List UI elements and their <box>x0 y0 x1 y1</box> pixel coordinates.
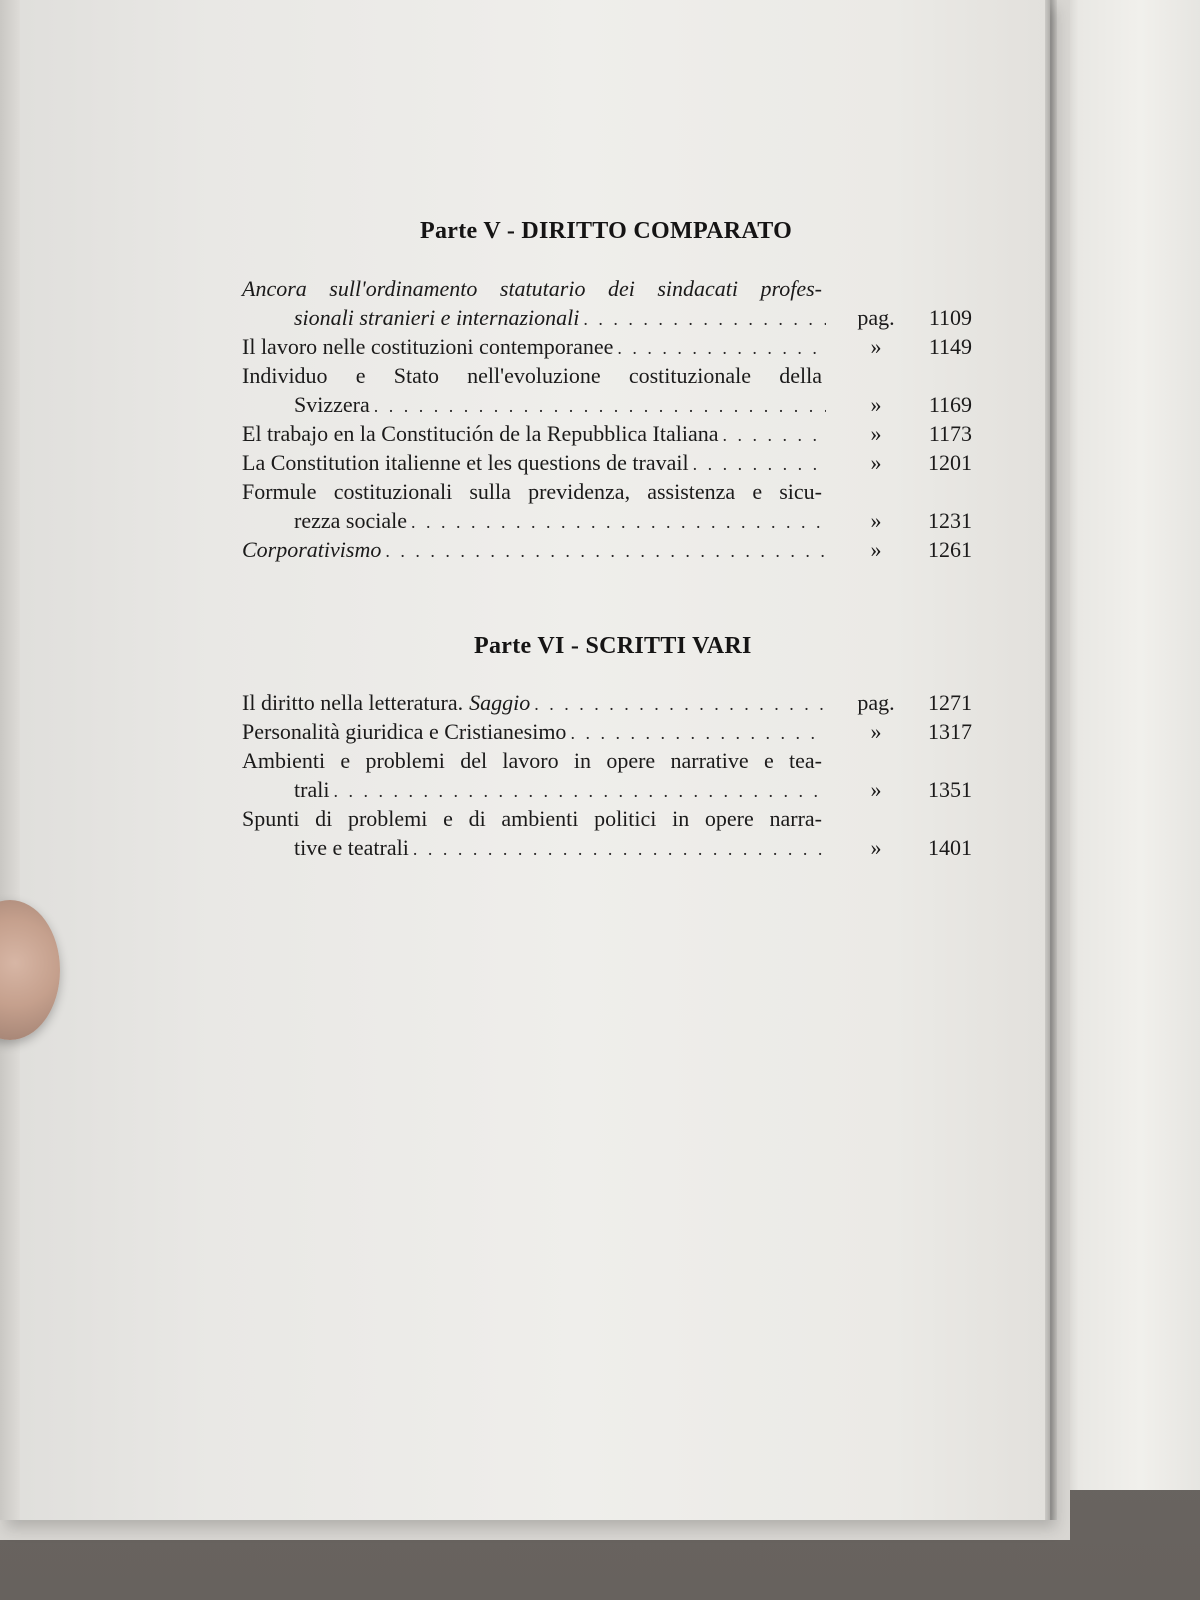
toc-line <box>242 746 972 775</box>
section-title-parte-v: Parte V - DIRITTO COMPARATO <box>420 218 793 244</box>
entry-title-line: La Constitution italienne et les questions de travail <box>242 450 689 475</box>
leader-dots <box>534 690 826 719</box>
entry-title-line: El trabajo en la Constitución de la Repubblica Italiana <box>242 421 719 446</box>
page-number: 1261 <box>928 537 972 562</box>
entry-title-line: tive e teatrali <box>294 835 409 860</box>
toc-entry <box>242 477 972 537</box>
leader-dots <box>411 508 826 537</box>
section-title-parte-vi: Parte VI - SCRITTI VARI <box>474 633 752 659</box>
leader-dots <box>693 450 826 479</box>
toc-line <box>242 419 972 450</box>
page-ref-label: » <box>870 450 882 475</box>
leader-dots <box>723 421 826 450</box>
toc-entry <box>242 419 972 450</box>
toc-line <box>242 804 972 833</box>
toc-line <box>242 775 972 806</box>
entry-title-line: Formule costituzionali sulla previdenza, assistenza e sicu- <box>242 479 822 504</box>
page-number: 1271 <box>928 690 972 715</box>
toc-entry <box>242 717 972 748</box>
toc-line <box>242 688 972 719</box>
entry-title-line: Individuo e Stato nell'evoluzione costituzionale della <box>242 363 822 388</box>
leader-dots <box>333 777 826 806</box>
toc-line <box>242 506 972 537</box>
leader-dots <box>583 305 826 334</box>
leader-dots <box>570 719 826 748</box>
entry-title-line: rezza sociale <box>294 508 407 533</box>
toc-line <box>242 361 972 390</box>
page-number: 1401 <box>928 835 972 860</box>
page-number: 1149 <box>928 334 972 359</box>
toc-line <box>242 332 972 363</box>
page-ref-label: » <box>870 835 882 860</box>
page-ref-label: pag. <box>857 690 895 715</box>
page-ref-label: » <box>870 508 882 533</box>
entry-title-line: Spunti di problemi e di ambienti politici in opere narra- <box>242 806 822 831</box>
entry-title-line: Personalità giuridica e Cristianesimo <box>242 719 567 744</box>
page-ref-label: » <box>870 719 882 744</box>
toc-entry <box>242 746 972 806</box>
page-ref-label: » <box>870 777 882 802</box>
page-number: 1173 <box>928 421 972 446</box>
toc-line <box>242 390 972 421</box>
toc-line <box>242 535 972 566</box>
gutter-shadow <box>1045 0 1057 1520</box>
page-ref-label: » <box>870 421 882 446</box>
entry-title-line: sionali stranieri e internazionali <box>294 305 580 330</box>
toc-entry <box>242 361 972 421</box>
page-number: 1351 <box>928 777 972 802</box>
entry-title-line: Ambienti e problemi del lavoro in opere narrative e tea- <box>242 748 822 773</box>
toc-entry <box>242 274 972 334</box>
page-number: 1169 <box>928 392 972 417</box>
toc-line <box>242 448 972 479</box>
toc-line <box>242 477 972 506</box>
page-binding-edge <box>0 0 20 1520</box>
toc-entry <box>242 448 972 479</box>
entry-title-line: Svizzera <box>294 392 370 417</box>
entry-title-line: trali <box>294 777 330 802</box>
entry-title-line: Ancora sull'ordinamento statutario dei sindacati profes- <box>242 276 822 301</box>
toc-line <box>242 303 972 334</box>
page-number: 1231 <box>928 508 972 533</box>
page-ref-label: » <box>870 537 882 562</box>
toc-entry <box>242 804 972 864</box>
page-ref-label: pag. <box>857 305 895 330</box>
page-number: 1109 <box>928 305 972 330</box>
adjacent-page <box>1052 0 1200 1490</box>
page-number: 1201 <box>928 450 972 475</box>
toc-line <box>242 274 972 303</box>
toc-entry <box>242 535 972 566</box>
leader-dots <box>385 537 826 566</box>
leader-dots <box>413 835 826 864</box>
entry-title-line: Corporativismo <box>242 537 382 562</box>
toc-line <box>242 717 972 748</box>
page-ref-label: » <box>870 334 882 359</box>
toc-line <box>242 833 972 864</box>
toc-entry <box>242 332 972 363</box>
leader-dots <box>374 392 826 421</box>
leader-dots <box>617 334 826 363</box>
page-ref-label: » <box>870 392 882 417</box>
toc-entry <box>242 688 972 719</box>
page-number: 1317 <box>928 719 972 744</box>
entry-title-line: Il diritto nella letteratura. <box>242 690 464 715</box>
entry-title-italic: Saggio <box>469 690 531 715</box>
entry-title-line: Il lavoro nelle costituzioni contemporanee <box>242 334 614 359</box>
